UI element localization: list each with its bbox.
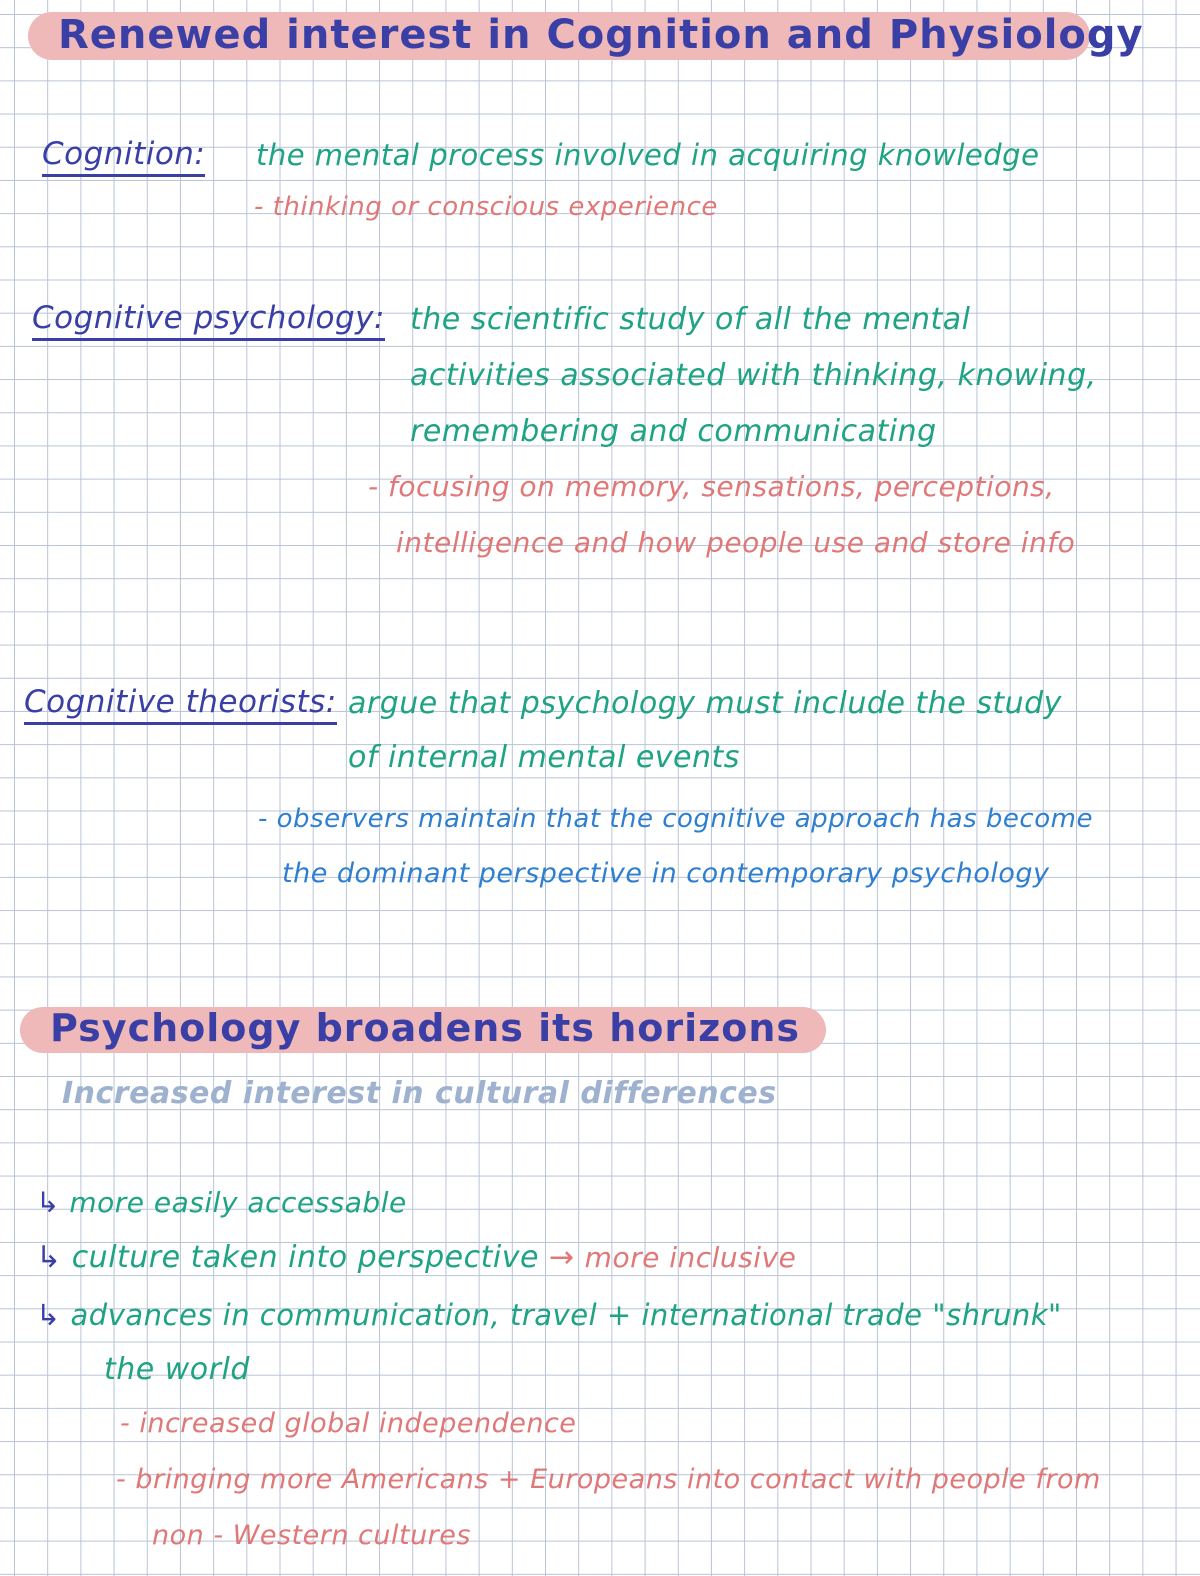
definition-cognitive-psychology-line1: the scientific study of all the mental <box>410 302 971 337</box>
note-cognitive-psychology-line2: intelligence and how people use and store info <box>396 526 1076 559</box>
term-cognitive-theorists <box>24 684 337 720</box>
bullet-culture-text: culture taken into perspective <box>71 1240 539 1275</box>
note-cognition: - thinking or conscious experience <box>254 192 718 222</box>
hook-arrow-icon: ↳ <box>36 1298 61 1332</box>
term-cognition-label: Cognition: <box>42 136 205 177</box>
bullet-culture-extra: more inclusive <box>584 1241 797 1274</box>
term-cognitive-psychology <box>32 300 385 336</box>
definition-cognition: the mental process involved in acquiring knowledge <box>256 138 1040 172</box>
bullet-advances-text: advances in communication, travel + international trade "shrunk" <box>70 1298 1062 1332</box>
note-cognitive-theorists-line1: - observers maintain that the cognitive approach has become <box>258 804 1093 834</box>
note-cognitive-theorists-line2: the dominant perspective in contemporary psychology <box>282 858 1050 889</box>
bullet-advances <box>36 1298 1062 1332</box>
bullet-accessable <box>36 1186 407 1219</box>
hook-arrow-icon: ↳ <box>36 1240 62 1275</box>
subnote-global-independence: - increased global independence <box>120 1408 577 1439</box>
definition-cognitive-theorists-line1: argue that psychology must include the study <box>348 686 1062 721</box>
definition-cognitive-psychology-line2: activities associated with thinking, knowing, <box>410 358 1097 393</box>
term-cognition <box>42 136 205 172</box>
section-title-cognition: Renewed interest in Cognition and Physiology <box>58 12 1144 58</box>
subnote-contact-line2: non - Western cultures <box>152 1520 471 1551</box>
bullet-accessable-text: more easily accessable <box>69 1186 407 1219</box>
subtitle-cultural-differences: Increased interest in cultural differences <box>62 1076 777 1111</box>
term-cognitive-psychology-label: Cognitive psychology: <box>32 300 385 341</box>
bullet-advances-continuation: the world <box>104 1352 250 1387</box>
definition-cognitive-psychology-line3: remembering and communicating <box>410 414 937 449</box>
section-title-horizons: Psychology broadens its horizons <box>50 1006 801 1050</box>
subnote-contact-line1: - bringing more Americans + Europeans into contact with people from <box>116 1464 1101 1495</box>
note-cognitive-psychology-line1: - focusing on memory, sensations, perceptions, <box>368 470 1055 503</box>
right-arrow-icon: → <box>548 1240 575 1275</box>
bullet-culture <box>36 1240 796 1275</box>
hook-arrow-icon: ↳ <box>36 1186 60 1219</box>
definition-cognitive-theorists-line2: of internal mental events <box>348 740 740 775</box>
term-cognitive-theorists-label: Cognitive theorists: <box>24 684 337 725</box>
